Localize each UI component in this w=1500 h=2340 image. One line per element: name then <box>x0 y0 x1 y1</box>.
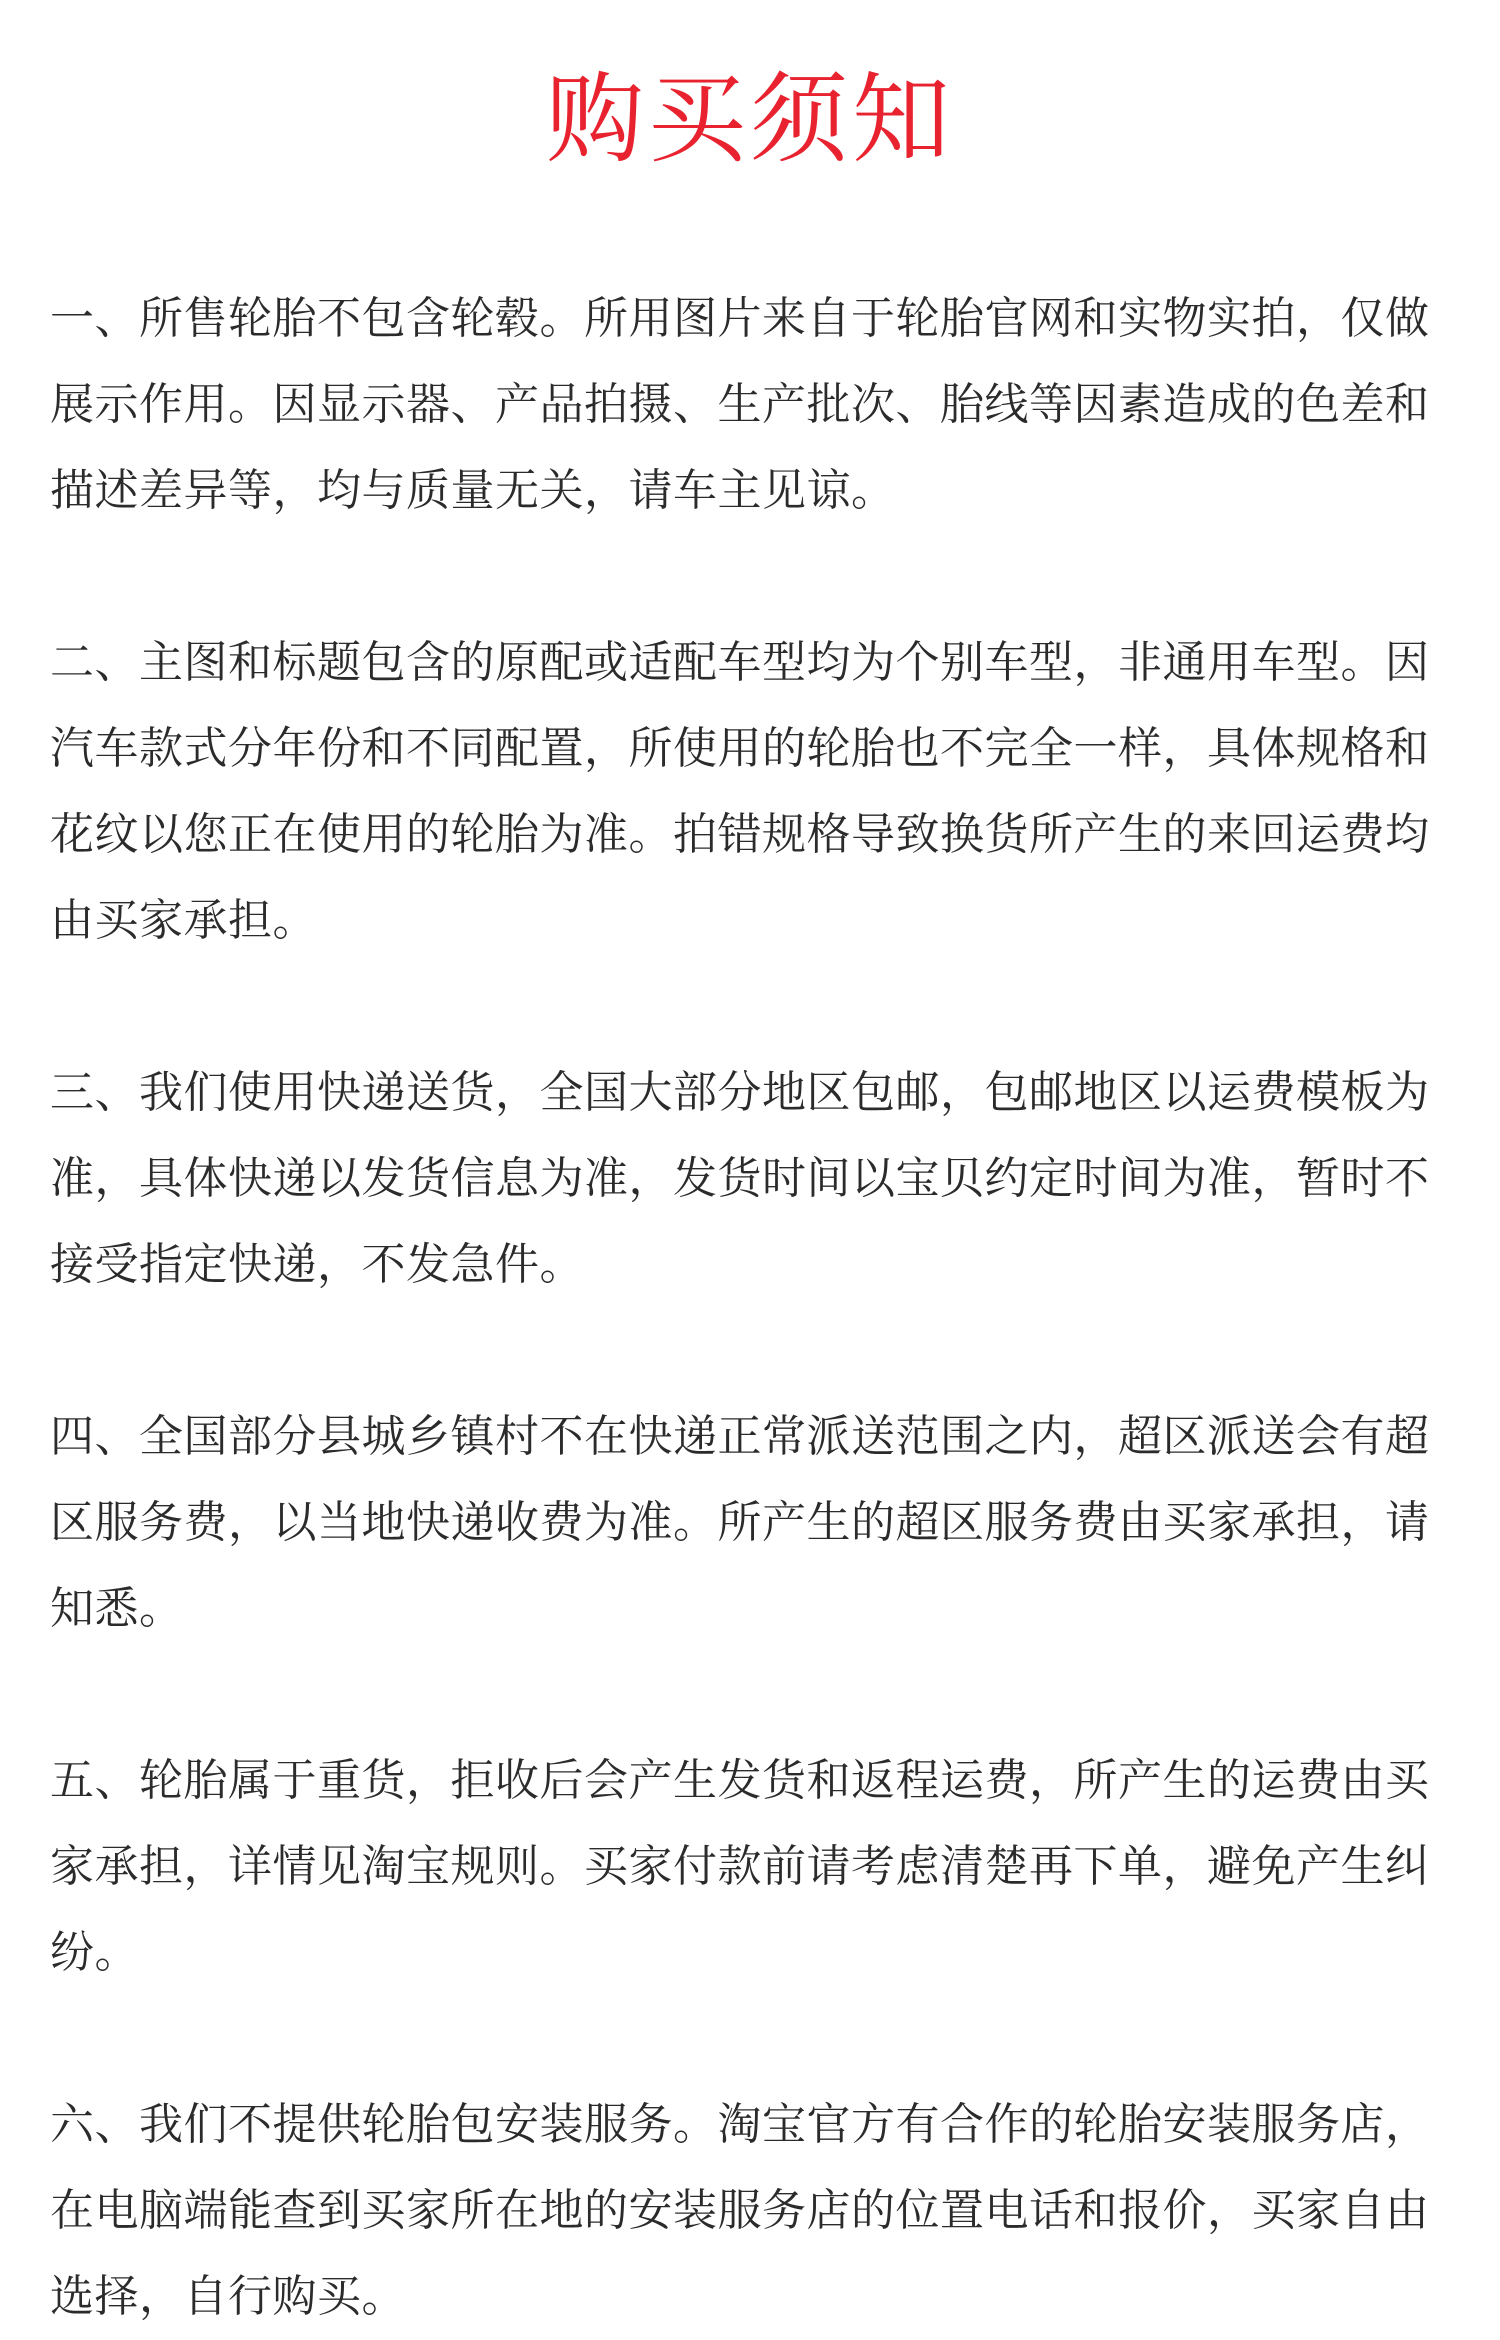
notice-item-1: 一、所售轮胎不包含轮毂。所用图片来自于轮胎官网和实物实拍，仅做展示作用。因显示器、产品拍摄、生产批次、胎线等因素造成的色差和描述差异等，均与质量无关，请车主见谅。 <box>50 293 1430 516</box>
notice-item-2: 二、主图和标题包含的原配或适配车型均为个别车型，非通用车型。因汽车款式分年份和不同配置，所使用的轮胎也不完全一样，具体规格和花纹以您正在使用的轮胎为准。拍错规格导致换货所产生的来回运费均由买家承担。 <box>50 637 1430 946</box>
notice-item-4: 四、全国部分县城乡镇村不在快递正常派送范围之内，超区派送会有超区服务费，以当地快递收费为准。所产生的超区服务费由买家承担，请知悉。 <box>50 1411 1430 1634</box>
notice-item-5: 五、轮胎属于重货，拒收后会产生发货和返程运费，所产生的运费由买家承担，详情见淘宝规则。买家付款前请考虑清楚再下单，避免产生纠纷。 <box>50 1755 1430 1978</box>
notice-item-3: 三、我们使用快递送货，全国大部分地区包邮，包邮地区以运费模板为准，具体快递以发货信息为准，发货时间以宝贝约定时间为准，暂时不接受指定快递，不发急件。 <box>50 1067 1430 1290</box>
page-title: 购买须知 <box>545 63 954 177</box>
notice-item-6: 六、我们不提供轮胎包安装服务。淘宝官方有合作的轮胎安装服务店，在电脑端能查到买家所在地的安装服务店的位置电话和报价，买家自由选择，自行购买。 <box>50 2099 1430 2322</box>
